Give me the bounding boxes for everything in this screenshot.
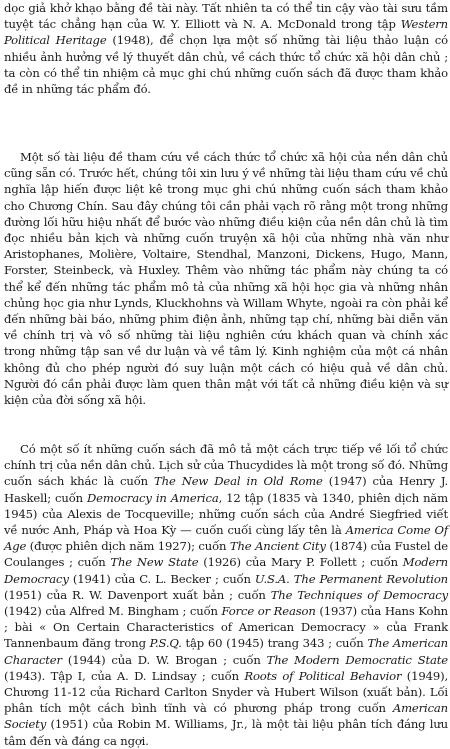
paragraph-1: [4, 0, 448, 97]
text-run: (1948), để chọn lựa một số những tài liệu thảo luận có nhiều ảnh hưởng về lý thuyết dân chủ, về cách thức tổ chức xã hội dân chủ ; ta còn có thể tin nhiệm cả mục ghi chú những cuốn sách đã được tham khảo đề in những tác phẩm đó.: [4, 33, 448, 97]
italic-title-text: America Come Of Age: [4, 523, 448, 554]
italic-title-text: P.S.Q.: [149, 636, 182, 651]
italic-title-text: The Modern Democratic State: [266, 652, 448, 667]
paragraph-2: [4, 149, 448, 408]
italic-title-text: U.S.A. The Permanent Revolution: [254, 571, 448, 586]
text-run: (1874) của Fustel de Coulanges ; cuốn: [4, 539, 448, 570]
italic-title-text: Roots of Political Behavior: [244, 668, 402, 683]
text-run: (1949), Chương 11-12 của Richard Carlton Snyder và Hubert Wilson (xuất bản). Lối phân tích một cách bình tĩnh và có phương pháp trong cuốn: [4, 668, 448, 716]
text-run: (được phiên dịch năm 1927); cuốn: [26, 539, 230, 554]
italic-title-text: The New Deal in Old Rome: [154, 474, 323, 489]
text-run: (1951) của Robin M. Williams, Jr., là một tài liệu phân tích đáng lưu tâm đến và đáng ca ngợi.: [4, 717, 448, 748]
text-run: (1937) của Hans Kohn ; bài « On Certain Characteristics of American Democracy » của Frank Tannenbaum đăng trong: [4, 604, 449, 651]
italic-title-text: American Society: [4, 701, 448, 732]
italic-title-text: Democracy in America: [87, 490, 219, 505]
text-run: (1951) của R. W. Davenport xuất bản ; cuốn: [4, 587, 271, 602]
text-run: Có một số ít những cuốn sách đã mô tả một cách trực tiếp về lối tổ chức chính trị của nền dân chủ. Lịch sử của Thucydides là một trong số đó. Những cuốn sách khác là cuốn: [4, 442, 448, 489]
text-run: (1944) của D. W. Brogan ; cuốn: [61, 652, 267, 667]
text-run: (1926) của Mary P. Follett ; cuốn: [198, 555, 403, 570]
text-run: (1947) của Henry J. Haskell; cuốn: [4, 474, 448, 505]
italic-title-text: Western Political Heritage: [4, 17, 448, 48]
italic-title-text: The New State: [110, 555, 199, 570]
text-run: tập 60 (1945) trang 343 ; cuốn: [181, 636, 368, 651]
text-run: Một số tài liệu đề tham cứu về cách thức tổ chức xã hội của nền dân chủ cũng sẵn có. Trước hết, chúng tôi xin lưu ý về những tài liệu tham cứu về chủ nghĩa lập hiến được liệt kê trong mục ghi chú những cuốn sách tham khảo cho Chương Chín. Sau đây chúng tôi cần phải vạch rõ rằng một trong những đường lối hữu hiệu nhất để bước vào những điều kiện của nền dân chủ là tìm đọc nhiều bản kịch và những cuốn truyện xã hội của những nhà văn như Aristophanes, Molière, Voltaire, Stendhal, Manzoni, Dickens, Hugo, Mann, Forster, Steinbeck, và Huxley. Thêm vào những tác phẩm này chúng ta có thể kể đến những tác phẩm mô tả của những xã hội học gia và những nhân chủng học gia như Lynds, Kluckhohns và Willam Whyte, ngoài ra còn phải kể đến những bài báo, những phim điện ảnh, những tạp chí, những bài diễn văn về chính trị và vô số những tài liệu nghiên cứu khách quan và chính xác trong những tập san về dư luận và về tâm lý. Kinh nghiệm của một cá nhân không đủ cho phép người đó suy luận một cách có hiệu quả về dân chủ. Người đó cần phải được làm quen thân mật với tất cả những điều kiện và sự kiện của đời sống xã hội.: [4, 150, 448, 408]
text-run: (1943). Tập I, của A. D. Lindsay ; cuốn: [4, 668, 245, 683]
text-run: (1942) của Alfred M. Bingham ; cuốn: [4, 604, 222, 619]
italic-title-text: Modern Democracy: [4, 555, 448, 586]
text-run: dọc giả khở khạo bằng đề tài này. Tất nhiên ta có thể tin cậy vào tài sưu tầm tuyệt tác chẳng hạn của W. Y. Elliott và N. A. McDonald trong tập: [4, 1, 448, 32]
italic-title-text: The Techniques of Democracy: [270, 587, 448, 602]
text-run: , 12 tập (1835 và 1340, phiên dịch năm 1945) của Alexis de Tocqueville; những cuốn sách của André Siegfried viết về nước Anh, Pháp và Hoa Kỳ — cuốn cuối cùng lấy tên là: [4, 490, 448, 538]
paragraph-3: [4, 441, 448, 749]
text-run: (1941) của C. L. Becker ; cuốn: [68, 571, 255, 586]
italic-title-text: Force or Reason: [221, 604, 316, 619]
italic-title-text: The Ancient City: [229, 539, 326, 554]
italic-title-text: The American Character: [4, 636, 449, 667]
